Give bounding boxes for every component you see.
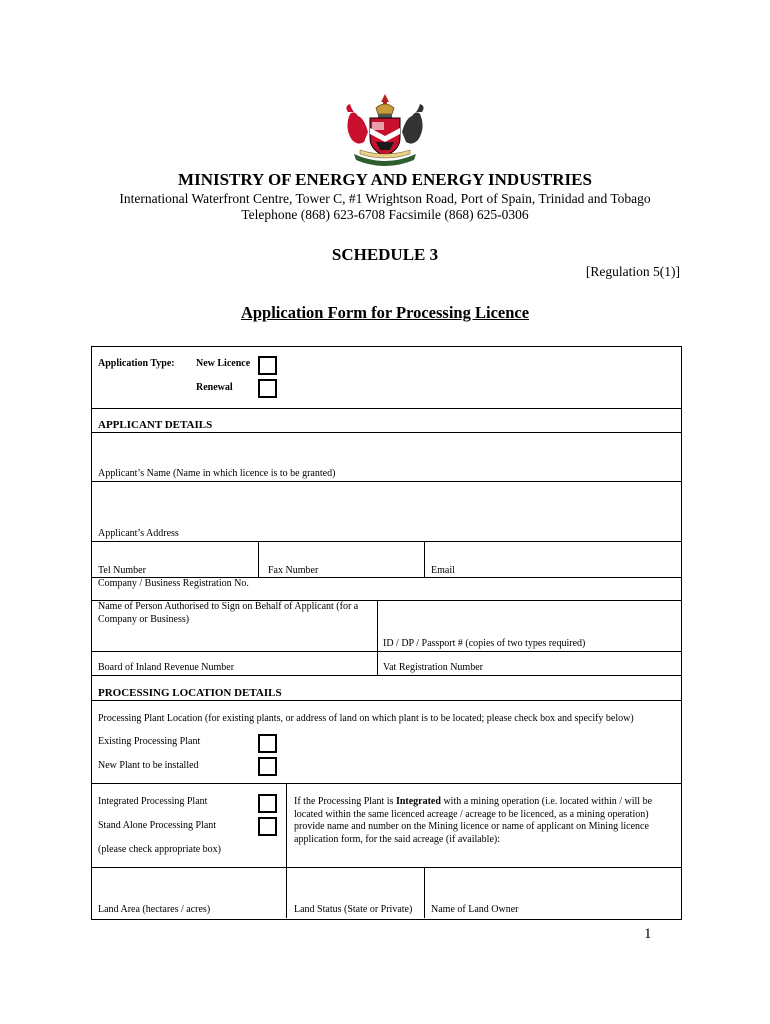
new-licence-label: New Licence (196, 358, 251, 369)
page-number: 1 (644, 926, 652, 942)
existing-plant-label: Existing Processing Plant (98, 736, 201, 747)
application-type-label: Application Type: (98, 358, 175, 369)
authorised-person-field[interactable]: Name of Person Authorised to Sign on Behalf of Applicant (for a Company or Business) (98, 601, 359, 625)
tel-number-field[interactable]: Tel Number (98, 565, 146, 576)
fax-number-field[interactable]: Fax Number (268, 565, 319, 576)
ministry-phone: Telephone (868) 623-6708 Facsimile (868) 625-0306 (241, 207, 529, 222)
coat-of-arms-emblem (340, 92, 430, 168)
applicant-name-field[interactable]: Applicant’s Name (Name in which licence is to be granted) (98, 468, 336, 479)
new-licence-checkbox[interactable] (258, 356, 277, 375)
integrated-note-bold: Integrated (395, 796, 441, 807)
land-owner-field[interactable]: Name of Land Owner (431, 904, 519, 915)
bir-number-field[interactable]: Board of Inland Revenue Number (98, 662, 235, 673)
land-area-field[interactable]: Land Area (hectares / acres) (98, 904, 211, 915)
email-field[interactable]: Email (431, 565, 455, 576)
integrated-plant-label: Integrated Processing Plant (98, 796, 208, 807)
processing-location-heading: PROCESSING LOCATION DETAILS (98, 687, 282, 699)
applicant-address-field[interactable]: Applicant’s Address (98, 528, 179, 539)
form-title: Application Form for Processing Licence (240, 303, 530, 322)
check-box-note: (please check appropriate box) (98, 844, 221, 855)
land-status-field[interactable]: Land Status (State or Private) (294, 904, 413, 915)
renewal-label: Renewal (196, 382, 233, 393)
vat-number-field[interactable]: Vat Registration Number (383, 662, 483, 673)
renewal-checkbox[interactable] (258, 379, 277, 398)
ministry-address: International Waterfront Centre, Tower C, #1 Wrightson Road, Port of Spain, Trinidad and Tobago (119, 191, 651, 206)
existing-plant-checkbox[interactable] (258, 734, 277, 753)
integrated-plant-checkbox[interactable] (258, 794, 277, 813)
id-passport-field[interactable]: ID / DP / Passport # (copies of two types required) (383, 638, 586, 649)
standalone-plant-label: Stand Alone Processing Plant (98, 820, 217, 831)
applicant-details-heading: APPLICANT DETAILS (98, 419, 213, 431)
standalone-plant-checkbox[interactable] (258, 817, 277, 836)
ministry-name: MINISTRY OF ENERGY AND ENERGY INDUSTRIES (178, 170, 592, 189)
integrated-note-pre: If the Processing Plant is (294, 796, 396, 807)
new-plant-label: New Plant to be installed (98, 760, 199, 771)
new-plant-checkbox[interactable] (258, 757, 277, 776)
integrated-note-post: with a mining operation (i.e. located within / will be located within the same licenced acreage / acreage to be licenced, as a mining operation) provide name and number on the Mining licence or name of applicant on Mining licence application form, for the said acreage (if available): (294, 796, 653, 845)
integrated-note (294, 796, 674, 846)
schedule-heading: SCHEDULE 3 (331, 245, 439, 264)
company-registration-field[interactable]: Company / Business Registration No. (98, 578, 249, 589)
regulation-reference: [Regulation 5(1)] (585, 264, 680, 279)
location-note: Processing Plant Location (for existing plants, or address of land on which plant is to be located; please check box and specify below) (98, 713, 634, 724)
